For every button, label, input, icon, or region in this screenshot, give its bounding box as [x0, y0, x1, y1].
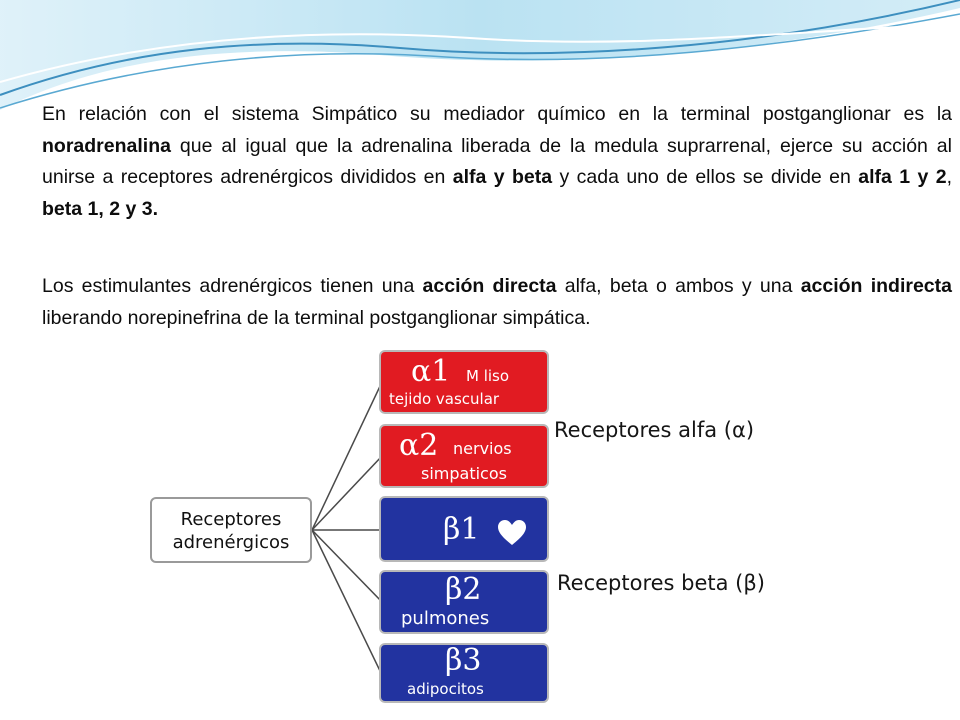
symbol-alpha2: α2 — [399, 428, 439, 463]
bold-accion-directa: acción directa — [422, 275, 557, 297]
bold-alfa-beta: alfa y beta — [452, 166, 553, 188]
box-alpha1 — [379, 350, 549, 414]
label-alpha2-below: simpaticos — [421, 464, 507, 483]
paragraph-stimulants: Los estimulantes adrenérgicos tienen una acción directa alfa, beta o ambos y una acción indirecta liberando norepinefrina de la terminal postganglionar simpática. — [42, 275, 952, 329]
root-line-2: adrenérgicos — [172, 532, 290, 553]
decorative-waves — [0, 0, 960, 110]
symbol-alpha1: α1 — [411, 354, 451, 389]
box-beta3 — [379, 643, 549, 703]
bold-beta-subtypes: beta 1, 2 y 3. — [42, 197, 158, 220]
box-beta2 — [379, 570, 549, 634]
symbol-beta1: β1 — [443, 512, 480, 547]
box-alpha2 — [379, 424, 549, 488]
receptor-diagram — [141, 345, 834, 700]
connector-beta2 — [312, 530, 382, 602]
connector-alpha2 — [312, 456, 382, 530]
bold-alfa-subtypes: alfa 1 y 2 — [858, 166, 947, 188]
paragraph-receptors: En relación con el sistema Simpático su mediador químico en la terminal postganglionar es la noradrenalina que al igual que la adrenalina liberada de la medula suprarrenal, ejerce su acción al unirse a receptores adrenérgicos divididos en alfa y beta y cada uno de ellos se divide en alfa 1 y 2, beta 1, 2 y 3. — [42, 103, 953, 220]
bold-accion-indirecta: acción indirecta — [800, 275, 952, 297]
label-alpha1-below: tejido vascular — [389, 390, 500, 408]
symbol-beta3: β3 — [445, 643, 482, 678]
symbol-beta2: β2 — [445, 572, 482, 607]
caption-beta-receptors: Receptores beta (β) — [557, 571, 765, 595]
caption-alpha-receptors: Receptores alfa (α) — [554, 418, 755, 442]
label-beta2-below: pulmones — [401, 608, 490, 629]
label-alpha1-inline: M liso — [466, 367, 510, 385]
root-box-receptores — [150, 497, 312, 563]
connector-alpha1 — [312, 382, 382, 530]
label-alpha2-inline: nervios — [453, 439, 512, 458]
connector-beta3 — [312, 530, 382, 675]
bold-noradrenalina: noradrenalina — [42, 134, 171, 157]
heart-icon — [498, 520, 526, 546]
root-line-1: Receptores — [180, 509, 282, 530]
box-beta1 — [379, 496, 549, 562]
label-beta3-below: adipocitos — [407, 680, 484, 698]
